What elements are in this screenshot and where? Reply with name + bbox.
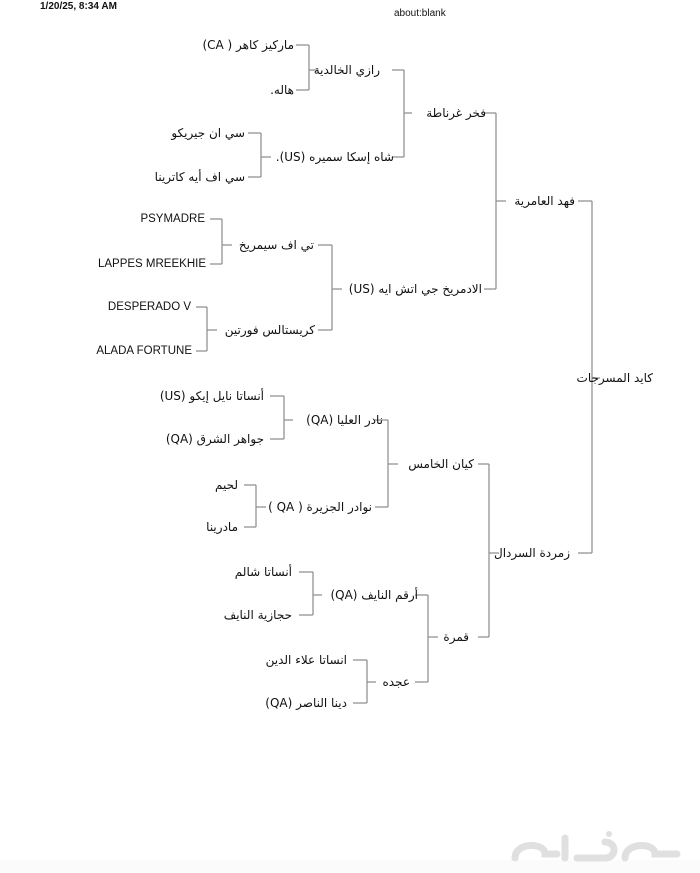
- node-l4-10: جواهر الشرق (QA): [165, 432, 264, 446]
- print-timestamp: 1/20/25, 8:34 AM: [40, 1, 117, 12]
- node-l4-5: PSYMADRE: [140, 213, 205, 225]
- node-l3-2: شاه إسكا سميره (US).: [275, 150, 394, 164]
- node-l3-8: عجده: [382, 675, 410, 689]
- node-l4-8: ALADA FORTUNE: [96, 345, 192, 357]
- node-sire-dam: الادمريخ جي اتش ايه (US): [348, 282, 482, 296]
- node-l4-7: DESPERADO V: [107, 301, 191, 313]
- node-dam-dam: قمرة: [443, 630, 469, 644]
- print-url: about:blank: [394, 8, 446, 19]
- node-l4-12: مادرينا: [206, 520, 238, 534]
- node-l3-5: نادر العليا (QA): [306, 413, 383, 427]
- node-l4-2: هاله.: [270, 83, 294, 97]
- haraj-watermark-logo: [505, 828, 685, 868]
- node-l4-11: لحيم: [214, 478, 238, 492]
- node-l4-1: ماركيز كاهر ( CA): [202, 38, 294, 52]
- node-l4-13: أنساتا شالم: [234, 565, 292, 579]
- node-l3-6: نوادر الجزيرة ( QA ): [268, 500, 372, 514]
- node-l3-7: أرقم النايف (QA): [330, 588, 418, 602]
- node-l4-9: أنساتا نايل إيكو (US): [159, 389, 264, 403]
- node-dam: زمردة السردال: [493, 546, 570, 560]
- node-sire: فهد العامرية: [514, 194, 575, 208]
- node-l4-16: دينا الناصر (QA): [265, 696, 347, 710]
- node-root: كايد المسرجات: [576, 371, 653, 385]
- node-dam-sire: كيان الخامس: [408, 457, 474, 471]
- node-l3-1: رازي الخالدية: [313, 63, 380, 77]
- node-sire-sire: فخر غرناطة: [426, 106, 486, 120]
- node-l4-15: انساتا علاء الدين: [265, 653, 347, 667]
- node-l4-6: LAPPES MREEKHIE: [97, 258, 206, 270]
- node-l4-4: سي اف أيه كاترينا: [154, 170, 245, 184]
- node-l4-14: حجازية النايف: [223, 608, 292, 622]
- node-l4-3: سي ان جيريكو: [171, 126, 245, 140]
- node-l3-4: كريستالس فورتين: [224, 323, 315, 337]
- node-l3-3: تي اف سيمريخ: [238, 238, 314, 252]
